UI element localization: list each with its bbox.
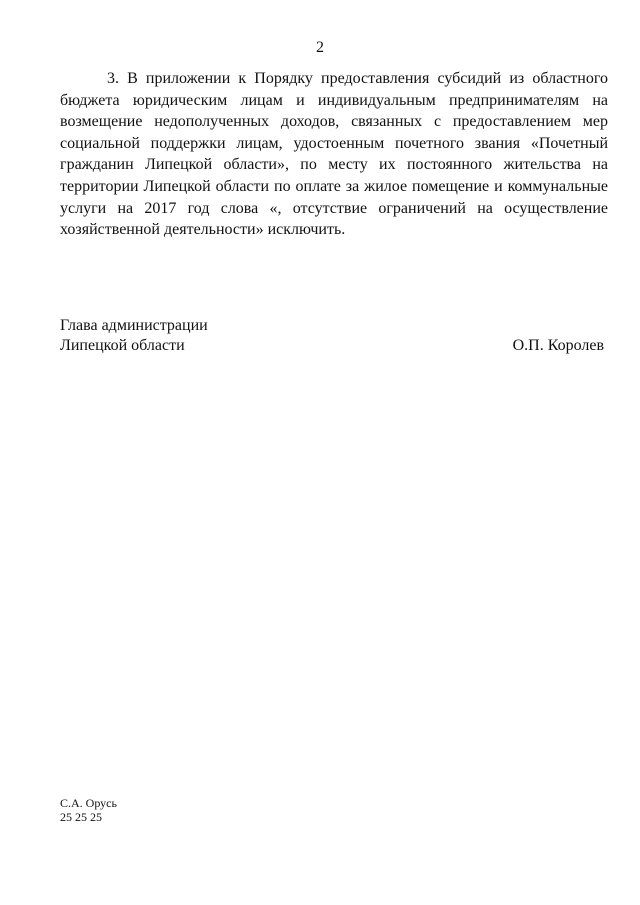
signature-title-line2: Липецкой области	[60, 337, 185, 354]
signatory-name: О.П. Королев	[512, 337, 604, 354]
signature-block	[60, 316, 608, 356]
signature-title-line1: Глава администрации	[60, 317, 208, 334]
page-number: 2	[316, 39, 324, 56]
executor-phone: 25 25 25	[60, 810, 102, 824]
executor-info	[60, 796, 117, 824]
executor-name: С.А. Орусь	[60, 796, 117, 810]
signature-row	[60, 336, 608, 356]
amendment-paragraph: 3. В приложении к Порядку предоставления субсидий из областного бюджета юридическим лицам и индивидуальным предпринимателям на возмещение недополученных доходов, связанных с предоставлением мер социальной поддержки лицам, удостоенным почетного звания «Почетный гражданин Липецкой области», по месту их постоянного жительства на территории Липецкой области по оплате за жилое помещение и коммунальные услуги на 2017 год слова «, отсутствие ограничений на осуществление хозяйственной деятельности» исключить.	[60, 70, 608, 239]
